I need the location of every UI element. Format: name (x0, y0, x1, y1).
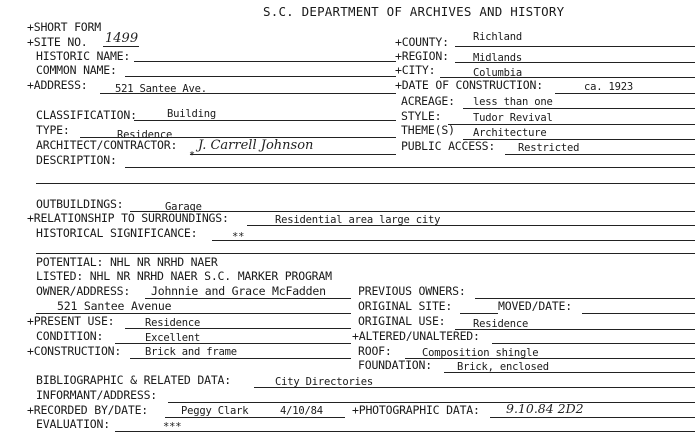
condition-line (115, 343, 351, 344)
type-value: Residence (117, 129, 173, 141)
county-label: +COUNTY: (395, 35, 449, 49)
themes-label: THEME(S) (401, 123, 455, 137)
recorded-by-value: Peggy Clark (181, 405, 249, 417)
owner-street-value: 521 Santee Avenue (57, 299, 172, 313)
foundation-label: FOUNDATION: (358, 358, 432, 372)
recorded-by-line (165, 417, 345, 418)
owner-name-line (145, 298, 351, 299)
architect-label: ARCHITECT/CONTRACTOR: (36, 138, 178, 152)
present-use-value: Residence (145, 317, 201, 329)
public-access-value: Restricted (518, 142, 580, 154)
original-site-line (460, 313, 498, 314)
date-construction-line (555, 93, 695, 94)
common-name-label: COMMON NAME: (36, 63, 117, 77)
historic-name-label: HISTORIC NAME: (36, 49, 131, 63)
roof-value: Composition shingle (422, 347, 539, 359)
common-name-line (125, 76, 396, 77)
address-value: 521 Santee Ave. (115, 83, 207, 95)
description-line-2 (36, 183, 695, 184)
original-use-line (455, 329, 695, 330)
altered-line (492, 343, 695, 344)
recorded-by-label: +RECORDED BY/DATE: (27, 403, 149, 417)
address-label: +ADDRESS: (27, 78, 88, 92)
historic-name-line (134, 61, 396, 62)
owner-address-label: OWNER/ADDRESS: (36, 284, 131, 298)
bibliographic-label: BIBLIOGRAPHIC & RELATED DATA: (36, 373, 231, 387)
informant-label: INFORMANT/ADDRESS: (36, 388, 158, 402)
photographic-line (490, 417, 695, 418)
city-value: Columbia (473, 67, 522, 79)
altered-label: +ALTERED/UNALTERED: (352, 329, 480, 343)
style-line (448, 124, 695, 125)
themes-value: Architecture (473, 127, 547, 139)
previous-owners-label: PREVIOUS OWNERS: (358, 284, 466, 298)
roof-label: ROOF: (358, 344, 392, 358)
acreage-label: ACREAGE: (401, 94, 455, 108)
roof-line (405, 358, 695, 359)
present-use-line (125, 328, 351, 329)
construction-value: Brick and frame (145, 346, 237, 358)
construction-label: +CONSTRUCTION: (27, 344, 122, 358)
classification-line (134, 120, 396, 121)
address-line (100, 93, 396, 94)
region-line (455, 62, 695, 63)
original-use-label: ORIGINAL USE: (358, 314, 446, 328)
significance-value: ** (232, 231, 245, 243)
style-label: STYLE: (401, 109, 442, 123)
moved-date-line (582, 313, 695, 314)
type-label: TYPE: (36, 123, 70, 137)
date-construction-value: ca. 1923 (584, 81, 633, 93)
relationship-line (247, 225, 695, 226)
relationship-value: Residential area large city (275, 214, 441, 226)
classification-value: Building (167, 108, 216, 120)
date-construction-label: +DATE OF CONSTRUCTION: (395, 78, 543, 92)
classification-label: CLASSIFICATION: (36, 108, 137, 122)
city-label: +CITY: (395, 63, 436, 77)
public-access-label: PUBLIC ACCESS: (401, 139, 496, 153)
potential-row: POTENTIAL: NHL NR NRHD NAER (36, 255, 218, 269)
listed-row: LISTED: NHL NR NRHD NAER S.C. MARKER PROGRAM (36, 269, 332, 283)
short-form-label: +SHORT FORM (27, 20, 101, 34)
evaluation-line (115, 431, 695, 432)
significance-label: HISTORICAL SIGNIFICANCE: (36, 226, 198, 240)
acreage-value: less than one (473, 96, 553, 108)
relationship-label: +RELATIONSHIP TO SURROUNDINGS: (27, 211, 229, 225)
foundation-line (444, 372, 695, 373)
bibliographic-line (254, 387, 695, 388)
architect-value: J. Carrell Johnson (198, 138, 314, 153)
evaluation-label: EVALUATION: (36, 417, 110, 431)
significance-line-2 (36, 253, 695, 254)
evaluation-value: *** (163, 421, 182, 433)
form-header: S.C. DEPARTMENT OF ARCHIVES AND HISTORY (263, 4, 565, 19)
original-use-value: Residence (473, 318, 529, 330)
condition-label: CONDITION: (36, 329, 104, 343)
present-use-label: +PRESENT USE: (27, 314, 115, 328)
photographic-value: 9.10.84 2D2 (506, 401, 584, 416)
outbuildings-value: Garage (165, 201, 202, 213)
region-label: +REGION: (395, 49, 449, 63)
site-no-value: 1499 (105, 31, 139, 46)
condition-value: Excellent (145, 332, 201, 344)
architect-mark: * (189, 150, 195, 161)
outbuildings-label: OUTBUILDINGS: (36, 197, 124, 211)
region-value: Midlands (473, 52, 522, 64)
foundation-value: Brick, enclosed (457, 361, 549, 373)
recorded-date-value: 4/10/84 (280, 405, 323, 417)
photographic-label: +PHOTOGRAPHIC DATA: (352, 403, 480, 417)
county-line (455, 46, 695, 47)
site-no-label: +SITE NO. (27, 35, 88, 49)
significance-line (212, 240, 695, 241)
themes-line (463, 139, 695, 140)
construction-line (130, 358, 351, 359)
description-line-1 (125, 167, 695, 168)
description-label: DESCRIPTION: (36, 153, 117, 167)
county-value: Richland (473, 31, 522, 43)
owner-name-value: Johnnie and Grace McFadden (151, 284, 326, 298)
original-site-label: ORIGINAL SITE: (358, 299, 453, 313)
site-no-line (103, 46, 139, 47)
architect-line (190, 154, 396, 155)
public-access-line (505, 154, 695, 155)
moved-date-label: MOVED/DATE: (498, 299, 572, 313)
bibliographic-value: City Directories (275, 376, 373, 388)
acreage-line (463, 108, 695, 109)
style-value: Tudor Revival (473, 112, 553, 124)
